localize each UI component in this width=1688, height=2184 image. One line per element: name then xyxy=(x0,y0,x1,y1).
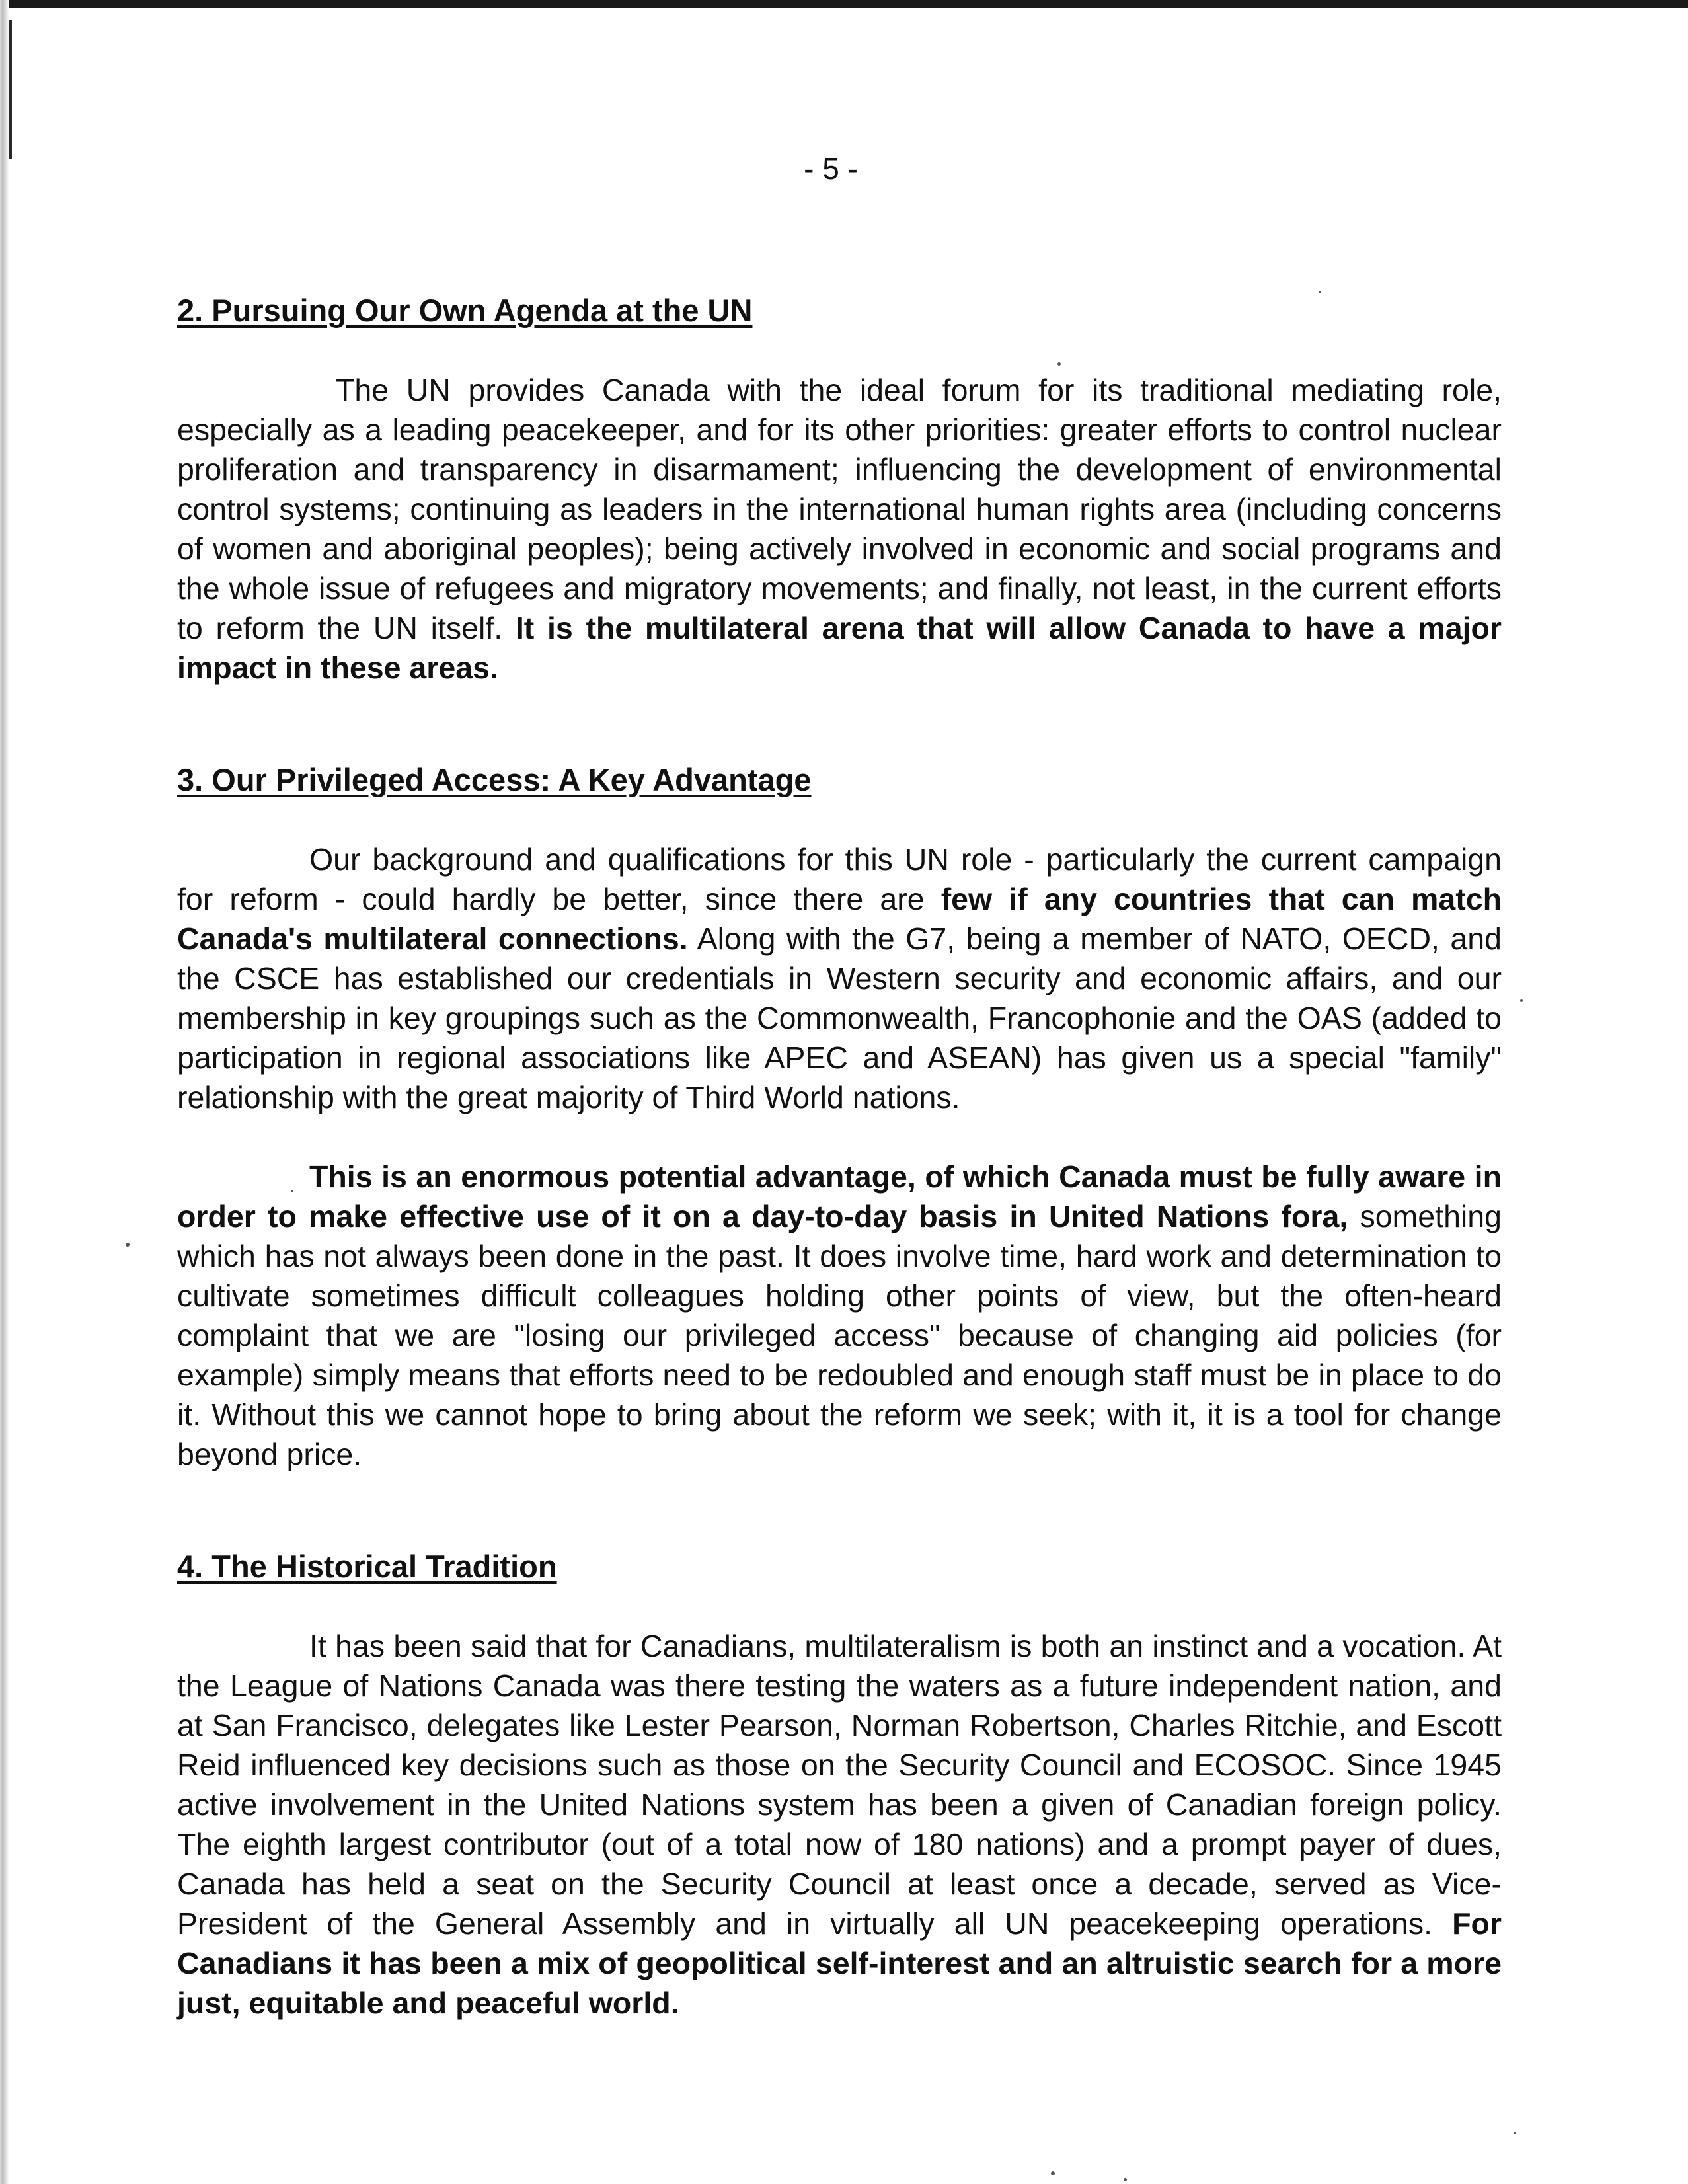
scan-left-edge xyxy=(0,0,9,2184)
paragraph-emphasis: For Canadians it has been a mix of geopolitical self-interest and an altruistic search for a more just, equitable and peaceful world. xyxy=(177,1906,1502,2020)
page-number: - 5 - xyxy=(804,151,858,186)
section-heading: 4. The Historical Tradition xyxy=(177,1549,557,1584)
paragraph-text: The UN provides Canada with the ideal forum for its traditional mediating role, especially as a leading peacekeeper, and for its other priorities: greater efforts to control nuclear proliferation and transparency in disarmament; influencing the development of environmental control systems; continuing as leaders in the international human rights area (including concerns of women and aboriginal peoples); being actively involved in economic and social programs and the whole issue of refugees and migratory movements; and finally, not least, in the current efforts to reform the UN itself. xyxy=(177,373,1502,645)
section-heading: 3. Our Privileged Access: A Key Advantage xyxy=(177,762,812,797)
scan-speck xyxy=(1514,2132,1516,2134)
scan-speck xyxy=(126,1243,130,1247)
paragraph-emphasis: few if any countries that can match Canada's multilateral connections. xyxy=(177,882,1502,956)
paragraph-text: Along with the G7, being a member of NATO, OECD, and the CSCE has established our credentials in Western security and economic affairs, and our membership in key groupings such as the Commonwealth, Francophonie and the OAS (added to participation in regional associations like APEC and ASEAN) has given us a special "family" relationship with the great majority of Third World nations. xyxy=(177,921,1502,1114)
paragraph-emphasis: This is an enormous potential advantage, of which Canada must be fully aware in order to make effective use of it on a day-to-day basis in United Nations fora, xyxy=(177,1159,1502,1233)
scan-top-border xyxy=(0,0,1688,8)
section-heading: 2. Pursuing Our Own Agenda at the UN xyxy=(177,293,753,328)
section-historical-tradition xyxy=(177,1547,1502,2023)
section-pursuing-agenda xyxy=(177,291,1502,687)
scan-speck xyxy=(1051,2171,1055,2175)
paragraph xyxy=(177,1157,1502,1474)
paragraph xyxy=(177,839,1502,1117)
scan-speck xyxy=(1124,2178,1127,2181)
paragraph-text: Our background and qualifications for this UN role - particularly the current campaign for reform - could hardly be better, since there are xyxy=(177,842,1502,916)
scan-left-mark xyxy=(9,20,12,159)
paragraph xyxy=(177,1626,1502,2023)
paragraph xyxy=(177,370,1502,687)
paragraph-text: something which has not always been done in the past. It does involve time, hard work and determination to cultivate sometimes difficult colleagues holding other points of view, but the often-heard complaint that we are "losing our privileged access" because of changing aid policies (for example) simply means that efforts need to be redoubled and enough staff must be in place to do it. Without this we cannot hope to bring about the reform we seek; with it, it is a tool for change beyond price. xyxy=(177,1199,1502,1471)
scan-speck xyxy=(1520,999,1523,1002)
section-privileged-access xyxy=(177,760,1502,1474)
paragraph-text: It has been said that for Canadians, multilateralism is both an instinct and a vocation. At the League of Nations Canada was there testing the waters as a future independent nation, and at San Francisco, delegates like Lester Pearson, Norman Robertson, Charles Ritchie, and Escott Reid influenced key decisions such as those on the Security Council and ECOSOC. Since 1945 active involvement in the United Nations system has been a given of Canadian foreign policy. The eighth largest contributor (out of a total now of 180 nations) and a prompt payer of dues, Canada has held a seat on the Security Council at least once a decade, served as Vice-President of the General Assembly and in virtually all UN peacekeeping operations. xyxy=(177,1629,1502,1941)
paragraph-emphasis: It is the multilateral arena that will allow Canada to have a major impact in these areas. xyxy=(177,611,1502,685)
